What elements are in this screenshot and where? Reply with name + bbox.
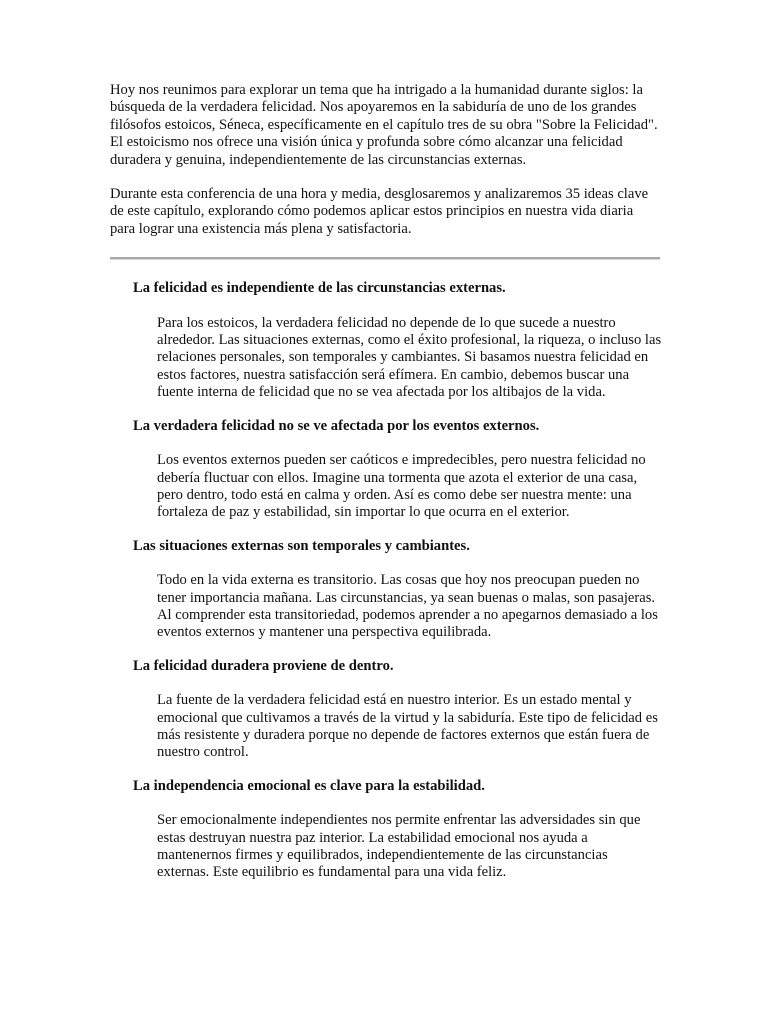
section-body: Ser emocionalmente independientes nos permite enfrentar las adversidades sin que estas destruyan nuestra paz interior. La estabilidad emocional nos ayuda a mantenernos firmes y equilibrados, independientemente de las circunstancias externas. Este equilibrio es fundamental para una vida feliz. [157, 812, 641, 881]
section-body: Todo en la vida externa es transitorio. Las cosas que hoy nos preocupan pueden no tener importancia mañana. Las circunstancias, ya sean buenas o malas, son pasajeras. Al comprender esta transitoriedad, podemos aprender a no apegarnos demasiado a los eventos externos y mantener una perspectiva equilibrada. [157, 572, 658, 641]
intro-paragraph: Hoy nos reunimos para explorar un tema que ha intrigado a la humanidad durante siglos: la búsqueda de la verdadera felicidad. Nos apoyaremos en la sabiduría de uno de los grandes filósofos estoicos, Séneca, específicamente en el capítulo tres de su obra "Sobre la Felicidad". El estoicismo nos ofrece una visión única y profunda sobre cómo alcanzar una felicidad duradera y genuina, independientemente de las circunstancias externas. [110, 82, 658, 168]
idea-section [133, 778, 660, 882]
section-body: Para los estoicos, la verdadera felicidad no depende de lo que sucede a nuestro alrededor. Las situaciones externas, como el éxito profesional, la riqueza, o incluso las relaciones personales, son temporales y cambiantes. Si basamos nuestra felicidad en estos factores, nuestra satisfacción será efímera. En cambio, debemos buscar una fuente interna de felicidad que no se vea afectada por los altibajos de la vida. [157, 314, 662, 401]
section-heading: La felicidad duradera proviene de dentro. [133, 657, 394, 674]
introduction [110, 82, 660, 238]
idea-section [133, 658, 660, 762]
idea-section [133, 418, 660, 522]
document-page [110, 82, 660, 882]
section-heading: Las situaciones externas son temporales y cambiantes. [133, 537, 470, 554]
idea-section [133, 280, 660, 401]
section-heading: La felicidad es independiente de las circunstancias externas. [133, 280, 506, 297]
idea-section [133, 538, 660, 642]
intro-paragraph: Durante esta conferencia de una hora y media, desglosaremos y analizaremos 35 ideas clave de este capítulo, explorando cómo podemos aplicar estos principios en nuestra vida diaria para lograr una existencia más plena y satisfactoria. [110, 186, 649, 237]
section-body: Los eventos externos pueden ser caóticos e impredecibles, pero nuestra felicidad no debería fluctuar con ellos. Imagine una tormenta que azota el exterior de una casa, pero dentro, todo está en calma y orden. Así es como debe ser nuestra mente: una fortaleza de paz y estabilidad, sin importar lo que ocurra en el exterior. [157, 452, 646, 521]
section-heading: La independencia emocional es clave para la estabilidad. [133, 777, 485, 794]
section-body: La fuente de la verdadera felicidad está en nuestro interior. Es un estado mental y emocional que cultivamos a través de la virtud y la sabiduría. Este tipo de felicidad es más resistente y duradera porque no depende de factores externos que están fuera de nuestro control. [157, 692, 658, 761]
section-heading: La verdadera felicidad no se ve afectada por los eventos externos. [133, 417, 540, 434]
horizontal-rule [110, 257, 660, 260]
idea-list [110, 280, 660, 882]
